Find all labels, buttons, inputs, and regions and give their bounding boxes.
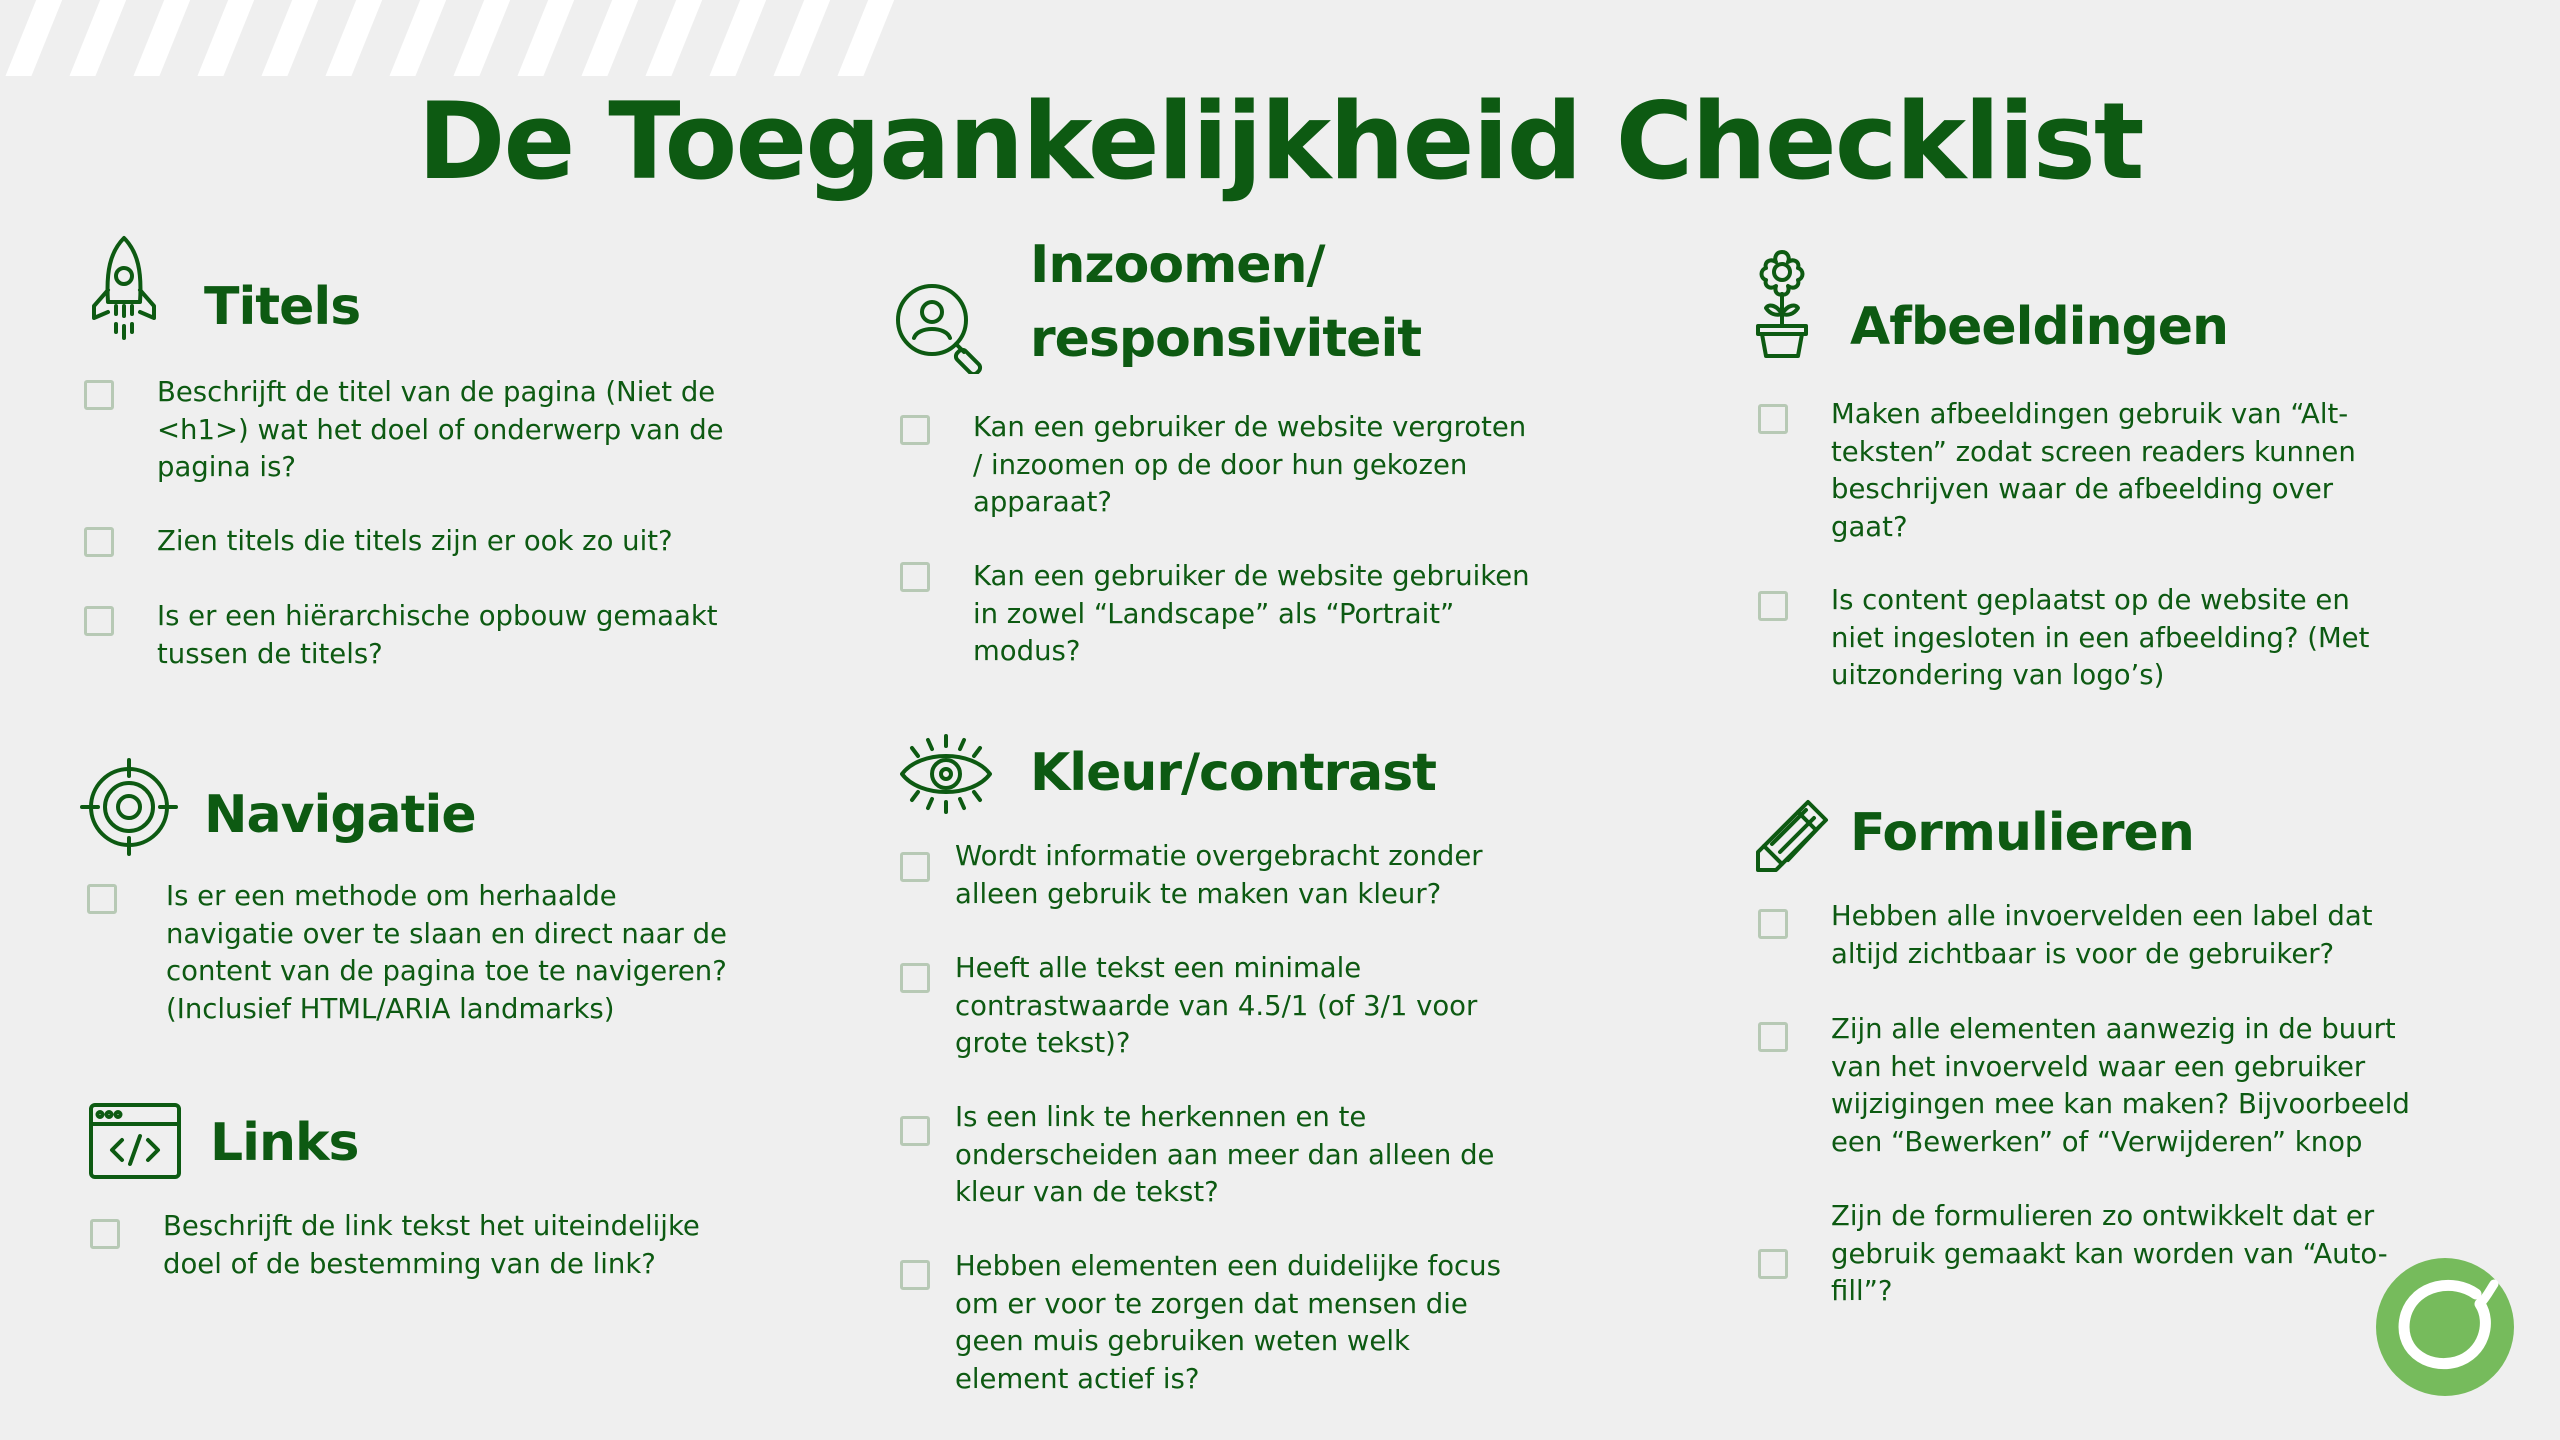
checklist-item-text: Is een link te herkennen en te onderscheiden aan meer dan alleen de kleur van de tekst?	[955, 1101, 1495, 1208]
section-title-titels: Titels	[204, 277, 361, 337]
checkbox[interactable]	[1758, 1022, 1788, 1052]
eye-icon	[898, 732, 994, 816]
section-title-kleur-contrast: Kleur/contrast	[1030, 743, 1437, 803]
section-title-inzoomen-line2: responsiviteit	[1030, 309, 1422, 369]
checklist-item-text: Is content geplaatst op de website en niet ingesloten in een afbeelding? (Met uitzondering van logo’s)	[1831, 584, 2370, 691]
checkbox[interactable]	[84, 606, 114, 636]
checklist-item-text: Zijn alle elementen aanwezig in de buurt van het invoerveld waar een gebruiker wijzigingen mee kan maken? Bijvoorbeeld een “Bewerken” of “Verwijderen” knop	[1831, 1013, 2410, 1158]
checklist-item-text: Heeft alle tekst een minimale contrastwaarde van 4.5/1 (of 3/1 voor grote tekst)?	[955, 952, 1478, 1059]
checklist-item-text: Kan een gebruiker de website gebruiken in zowel “Landscape” als “Portrait” modus?	[973, 560, 1530, 667]
checkbox[interactable]	[1758, 404, 1788, 434]
checklist-item-text: Wordt informatie overgebracht zonder alleen gebruik te maken van kleur?	[955, 840, 1483, 910]
checklist-item-text: Hebben alle invoervelden een label dat altijd zichtbaar is voor de gebruiker?	[1831, 900, 2373, 970]
section-title-afbeeldingen: Afbeeldingen	[1850, 297, 2229, 357]
checkbox[interactable]	[90, 1219, 120, 1249]
checklist-item-text: Maken afbeeldingen gebruik van “Alt-teksten” zodat screen readers kunnen beschrijven waar de afbeelding over gaat?	[1831, 398, 2356, 543]
section-title-formulieren: Formulieren	[1850, 803, 2194, 863]
checklist-item-text: Kan een gebruiker de website vergroten / inzoomen op de door hun gekozen apparaat?	[973, 411, 1527, 518]
magnifier-user-icon	[894, 282, 990, 374]
checklist-item-text: Beschrijft de link tekst het uiteindelijke doel of de bestemming van de link?	[163, 1210, 700, 1280]
checklist-item-text: Zien titels die titels zijn er ook zo uit?	[157, 525, 673, 557]
checklist-item-text: Is er een hiërarchische opbouw gemaakt tussen de titels?	[157, 600, 718, 670]
section-title-inzoomen-line1: Inzoomen/	[1030, 235, 1325, 295]
checkbox[interactable]	[900, 415, 930, 445]
checkbox[interactable]	[1758, 1249, 1788, 1279]
browser-code-icon	[88, 1102, 182, 1180]
checkbox[interactable]	[900, 852, 930, 882]
checkbox[interactable]	[84, 380, 114, 410]
checkbox[interactable]	[900, 963, 930, 993]
checkbox[interactable]	[900, 1260, 930, 1290]
checkbox[interactable]	[84, 527, 114, 557]
checkbox[interactable]	[900, 562, 930, 592]
page-title: De Toegankelijkheid Checklist	[417, 80, 2143, 203]
checklist-item-text: Zijn de formulieren zo ontwikkelt dat er gebruik gemaakt kan worden van “Auto-fill”?	[1831, 1200, 2388, 1307]
checklist-item-text: Beschrijft de titel van de pagina (Niet de <h1>) wat het doel of onderwerp van de pagina is?	[157, 376, 724, 483]
checkbox[interactable]	[1758, 591, 1788, 621]
checkbox[interactable]	[87, 884, 117, 914]
target-icon	[80, 758, 178, 856]
rocket-icon	[84, 232, 164, 348]
section-title-links: Links	[210, 1113, 359, 1173]
section-title-navigatie: Navigatie	[204, 785, 476, 845]
brand-logo-icon	[2376, 1258, 2514, 1396]
checklist-item-text: Hebben elementen een duidelijke focus om er voor te zorgen dat mensen die geen muis gebruiken weten welk element actief is?	[955, 1250, 1501, 1395]
pencil-icon	[1752, 796, 1832, 876]
checkbox[interactable]	[1758, 909, 1788, 939]
flower-pot-icon	[1752, 248, 1812, 360]
decorative-stripes	[0, 0, 900, 76]
checklist-item-text: Is er een methode om herhaalde navigatie over te slaan en direct naar de content van de pagina toe te navigeren? (Inclusief HTML/ARIA landmarks)	[166, 880, 727, 1025]
checkbox[interactable]	[900, 1116, 930, 1146]
